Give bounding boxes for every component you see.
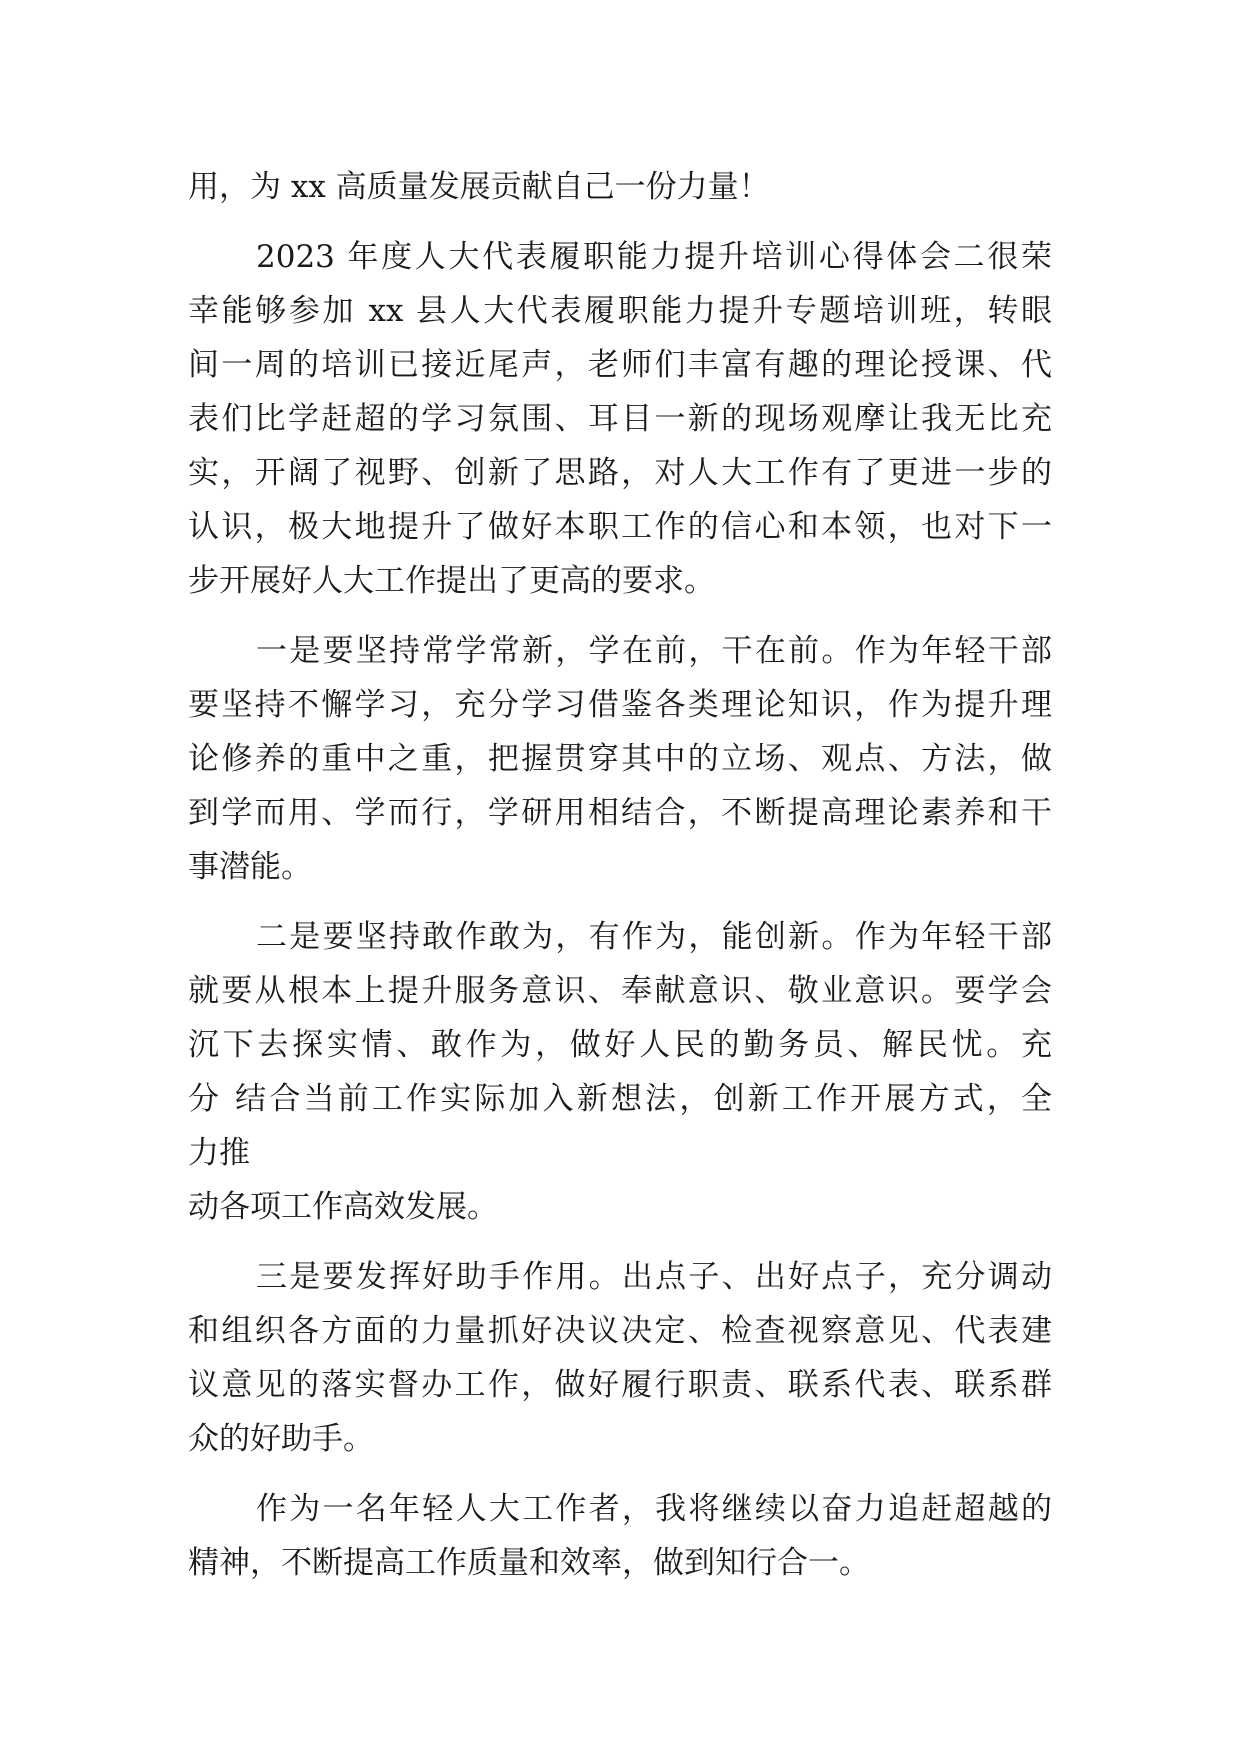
paragraph (188, 910, 1052, 1234)
text-line: 间一周的培训已接近尾声，老师们丰富有趣的理论授课、代 (188, 347, 1052, 383)
paragraph (188, 160, 1052, 214)
text-line: 三是要发挥好助手作用。出点子、出好点子，充分调动 (256, 1259, 1052, 1295)
text-line: 步开展好人大工作提出了更高的要求。 (188, 563, 715, 599)
text-line: 和组织各方面的力量抓好决议决定、检查视察意见、代表建 (188, 1313, 1052, 1349)
text-line: 分 结合当前工作实际加入新想法，创新工作开展方式，全 (188, 1081, 1052, 1117)
text-line: 众的好助手。 (188, 1421, 374, 1457)
paragraph (188, 624, 1052, 894)
text-line: 就要从根本上提升服务意识、奉献意识、敬业意识。要学会 (188, 973, 1052, 1009)
text-line: 幸能够参加 xx 县人大代表履职能力提升专题培训班，转眼 (188, 293, 1052, 329)
document-body (188, 160, 1052, 1590)
text-line: 沉下去探实情、敢作为，做好人民的勤务员、解民忧。充 (188, 1027, 1052, 1063)
paragraph (188, 1250, 1052, 1466)
text-line: 论修养的重中之重，把握贯穿其中的立场、观点、方法，做 (188, 741, 1052, 777)
paragraph (188, 230, 1052, 608)
text-line: 事潜能。 (188, 849, 312, 885)
text-line: 一是要坚持常学常新，学在前，干在前。作为年轻干部 (256, 633, 1052, 669)
text-line: 到学而用、学而行，学研用相结合，不断提高理论素养和干 (188, 795, 1052, 831)
text-line: 认识，极大地提升了做好本职工作的信心和本领，也对下一 (188, 509, 1052, 545)
text-line: 精神，不断提高工作质量和效率，做到知行合一。 (188, 1545, 870, 1581)
text-line: 议意见的落实督办工作，做好履行职责、联系代表、联系群 (188, 1367, 1052, 1403)
text-line: 用，为 xx 高质量发展贡献自己一份力量！ (188, 169, 770, 205)
text-line: 实，开阔了视野、创新了思路，对人大工作有了更进一步的 (188, 455, 1052, 491)
text-line: 2023 年度人大代表履职能力提升培训心得体会二很荣 (256, 239, 1052, 275)
text-line: 二是要坚持敢作敢为，有作为，能创新。作为年轻干部 (256, 919, 1052, 955)
paragraph (188, 1482, 1052, 1590)
text-line: 要坚持不懈学习，充分学习借鉴各类理论知识，作为提升理 (188, 687, 1052, 723)
text-line: 动各项工作高效发展。 (188, 1189, 498, 1225)
text-line: 作为一名年轻人大工作者，我将继续以奋力追赶超越的 (256, 1491, 1052, 1527)
text-line: 表们比学赶超的学习氛围、耳目一新的现场观摩让我无比充 (188, 401, 1052, 437)
text-line: 力推 (188, 1135, 250, 1171)
